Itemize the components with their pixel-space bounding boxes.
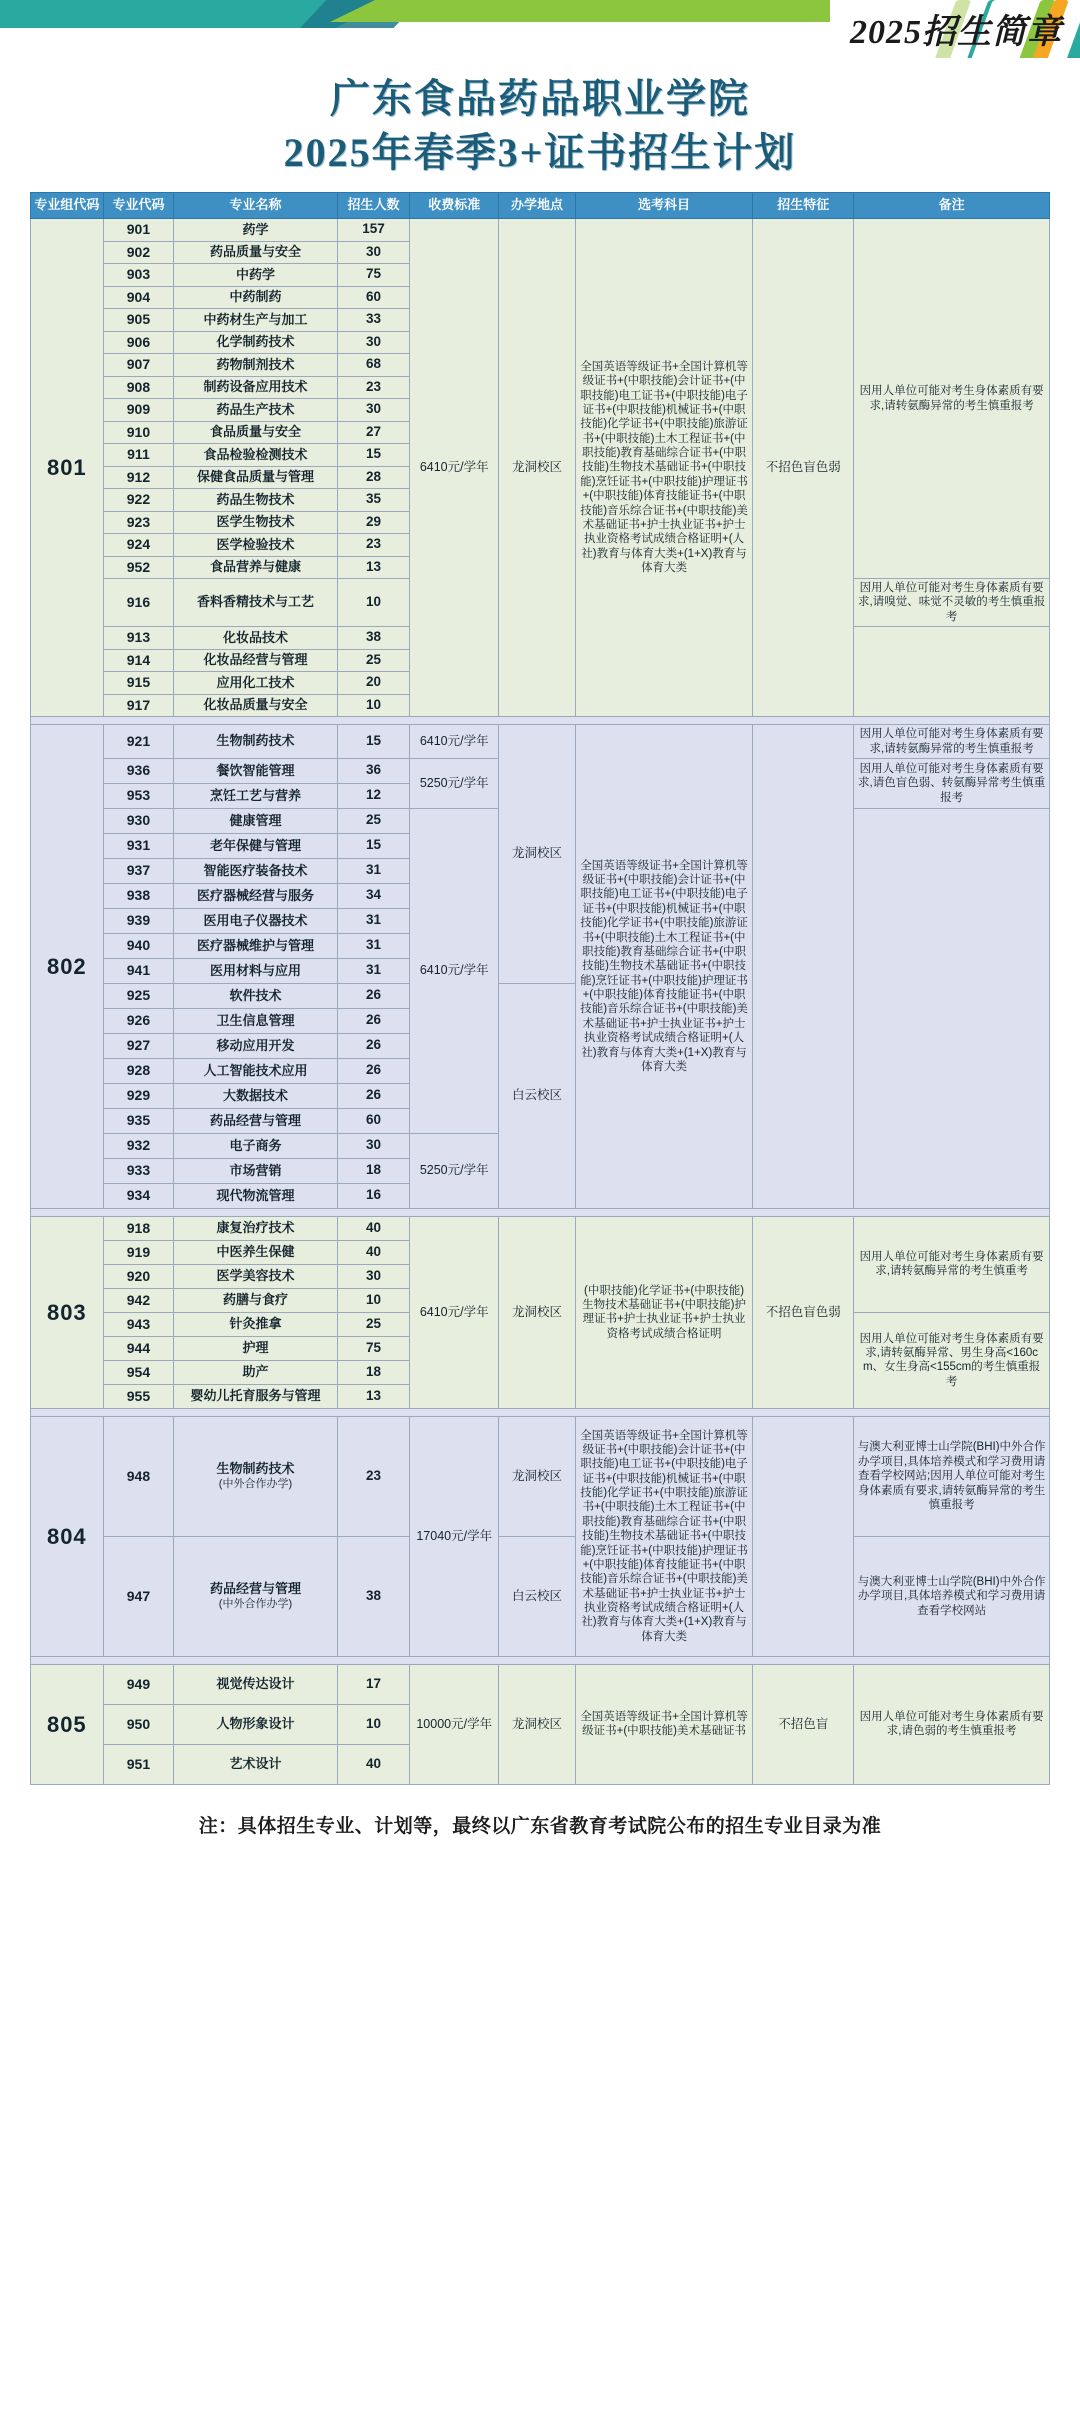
quota-cell: 157 (337, 219, 410, 242)
table-row (31, 219, 1050, 242)
plan-table-wrapper (30, 192, 1050, 1785)
major-code-cell: 904 (103, 286, 174, 309)
quota-cell: 26 (337, 983, 410, 1008)
major-name-cell: 餐饮智能管理 (174, 758, 337, 783)
group-code-cell: 804 (31, 1416, 104, 1656)
major-name-cell: 应用化工技术 (174, 672, 337, 695)
quota-cell: 34 (337, 883, 410, 908)
major-name-cell: 健康管理 (174, 808, 337, 833)
major-code-cell: 929 (103, 1083, 174, 1108)
table-header-row (31, 193, 1050, 219)
quota-cell: 31 (337, 958, 410, 983)
th-remarks: 备注 (854, 193, 1050, 219)
major-code-cell: 931 (103, 833, 174, 858)
group-spacer (31, 717, 1050, 725)
major-name-cell: 医学生物技术 (174, 511, 337, 534)
th-quota: 招生人数 (337, 193, 410, 219)
major-name-cell: 智能医疗装备技术 (174, 858, 337, 883)
campus-cell: 龙洞校区 (499, 1664, 576, 1784)
page-title-plan: 2025年春季3+证书招生计划 (283, 130, 797, 175)
quota-cell: 30 (337, 241, 410, 264)
th-fee: 收费标准 (410, 193, 499, 219)
major-name-cell: 医用材料与应用 (174, 958, 337, 983)
quota-cell: 10 (337, 1288, 410, 1312)
quota-cell: 18 (337, 1360, 410, 1384)
major-name-cell: 移动应用开发 (174, 1033, 337, 1058)
remarks-cell: 因用人单位可能对考生身体素质有要求,请色盲色弱、转氨酶异常考生慎重报考 (854, 758, 1050, 808)
remarks-cell: 因用人单位可能对考生身体素质有要求,请转氨酶异常的考生慎重报考 (854, 725, 1050, 759)
quota-cell: 18 (337, 1158, 410, 1183)
quota-cell: 26 (337, 1008, 410, 1033)
fee-cell: 5250元/学年 (410, 1133, 499, 1208)
feature-cell: 不招色盲 (753, 1664, 854, 1784)
quota-cell: 10 (337, 1704, 410, 1744)
quota-cell: 12 (337, 783, 410, 808)
footnote: 注：具体招生专业、计划等，最终以广东省教育考试院公布的招生专业目录为准 (198, 1815, 882, 1837)
page-title-school: 广东食品药品职业学院 (330, 76, 750, 121)
subjects-cell: 全国英语等级证书+全国计算机等级证书+(中职技能)美术基础证书 (575, 1664, 753, 1784)
fee-cell: 5250元/学年 (410, 758, 499, 808)
banner-badge-label: 2025招生简章 (850, 14, 1062, 51)
major-code-cell: 933 (103, 1158, 174, 1183)
major-code-cell: 922 (103, 489, 174, 512)
major-name-cell: 药品质量与安全 (174, 241, 337, 264)
th-major-code: 专业代码 (103, 193, 174, 219)
group-spacer-row (31, 1656, 1050, 1664)
th-major-name: 专业名称 (174, 193, 337, 219)
quota-cell: 75 (337, 1336, 410, 1360)
major-name-cell: 食品质量与安全 (174, 421, 337, 444)
quota-cell: 27 (337, 421, 410, 444)
remarks-cell (854, 808, 1050, 1208)
major-name-cell: 康复治疗技术 (174, 1216, 337, 1240)
quota-cell: 35 (337, 489, 410, 512)
table-row (31, 725, 1050, 759)
table-header (31, 193, 1050, 219)
major-code-cell: 942 (103, 1288, 174, 1312)
quota-cell: 10 (337, 694, 410, 717)
fee-cell: 6410元/学年 (410, 808, 499, 1133)
major-code-cell: 938 (103, 883, 174, 908)
major-name-cell: 化妆品技术 (174, 627, 337, 650)
major-code-cell: 913 (103, 627, 174, 650)
major-name-cell: 中医养生保健 (174, 1240, 337, 1264)
major-code-cell: 912 (103, 466, 174, 489)
quota-cell: 60 (337, 1108, 410, 1133)
quota-cell: 30 (337, 331, 410, 354)
table-body (31, 219, 1050, 1785)
campus-cell: 龙洞校区 (499, 1216, 576, 1408)
remarks-cell: 因用人单位可能对考生身体素质有要求,请转氨酶异常、男生身高<160cm、女生身高<155cm的考生慎重报考 (854, 1312, 1050, 1408)
quota-cell: 75 (337, 264, 410, 287)
subjects-cell: 全国英语等级证书+全国计算机等级证书+(中职技能)会计证书+(中职技能)电工证书+(中职技能)电子证书+(中职技能)机械证书+(中职技能)化学证书+(中职技能)旅游证书+(中职技能)土木工程证书+(中职技能)教育基础综合证书+(中职技能)生物技术基础证书+(中职技能)烹饪证书+(中职技能)护理证书+(中职技能)体育技能证书+(中职技能)音乐综合证书+(中职技能)美术基础证书+护士执业证书+护士执业资格考试成绩合格证明+(人社)教育与体育大类+(1+X)教育与体育大类 (575, 219, 753, 717)
quota-cell: 31 (337, 933, 410, 958)
major-name-cell: 护理 (174, 1336, 337, 1360)
major-code-cell: 940 (103, 933, 174, 958)
quota-cell: 20 (337, 672, 410, 695)
major-name-cell: 医学美容技术 (174, 1264, 337, 1288)
quota-cell: 17 (337, 1664, 410, 1704)
quota-cell: 31 (337, 858, 410, 883)
fee-cell: 10000元/学年 (410, 1664, 499, 1784)
quota-cell: 36 (337, 758, 410, 783)
quota-cell: 23 (337, 534, 410, 557)
major-name-cell: 针灸推拿 (174, 1312, 337, 1336)
group-spacer-row (31, 1208, 1050, 1216)
group-spacer-row (31, 1408, 1050, 1416)
group-code-cell: 802 (31, 725, 104, 1209)
major-name-cell: 现代物流管理 (174, 1183, 337, 1208)
quota-cell: 60 (337, 286, 410, 309)
quota-cell: 13 (337, 1384, 410, 1408)
remarks-cell: 因用人单位可能对考生身体素质有要求,请转氨酶异常的考生慎重考 (854, 1216, 1050, 1312)
table-row (31, 1664, 1050, 1704)
major-code-cell: 905 (103, 309, 174, 332)
quota-cell: 40 (337, 1744, 410, 1784)
major-code-cell: 948 (103, 1416, 174, 1536)
major-name-cell: 医用电子仪器技术 (174, 908, 337, 933)
fee-cell: 6410元/学年 (410, 219, 499, 717)
major-code-cell: 924 (103, 534, 174, 557)
major-code-cell: 930 (103, 808, 174, 833)
quota-cell: 23 (337, 376, 410, 399)
major-code-cell: 951 (103, 1744, 174, 1784)
quota-cell: 30 (337, 399, 410, 422)
th-group-code: 专业组代码 (31, 193, 104, 219)
major-code-cell: 921 (103, 725, 174, 759)
major-name-cell: 化妆品经营与管理 (174, 649, 337, 672)
major-name-cell: 保健食品质量与管理 (174, 466, 337, 489)
major-code-cell: 932 (103, 1133, 174, 1158)
admission-plan-table (30, 192, 1050, 1785)
major-code-cell: 920 (103, 1264, 174, 1288)
quota-cell: 68 (337, 354, 410, 377)
th-subjects: 选考科目 (575, 193, 753, 219)
major-name-cell: 药品生产技术 (174, 399, 337, 422)
major-name-cell: 市场营销 (174, 1158, 337, 1183)
campus-cell: 龙洞校区 (499, 725, 576, 984)
major-name-cell: 老年保健与管理 (174, 833, 337, 858)
quota-cell: 26 (337, 1058, 410, 1083)
subjects-cell: (中职技能)化学证书+(中职技能)生物技术基础证书+(中职技能)护理证书+护士执业证书+护士执业资格考试成绩合格证明 (575, 1216, 753, 1408)
major-code-cell: 934 (103, 1183, 174, 1208)
quota-cell: 30 (337, 1264, 410, 1288)
remarks-cell: 因用人单位可能对考生身体素质有要求,请转氨酶异常的考生慎重报考 (854, 219, 1050, 579)
major-name-cell: 医疗器械经营与服务 (174, 883, 337, 908)
major-code-cell: 936 (103, 758, 174, 783)
major-code-cell: 927 (103, 1033, 174, 1058)
major-code-cell: 909 (103, 399, 174, 422)
quota-cell: 40 (337, 1216, 410, 1240)
major-code-cell: 911 (103, 444, 174, 467)
major-code-cell: 950 (103, 1704, 174, 1744)
major-name-cell: 生物制药技术 (174, 725, 337, 759)
major-name-cell: 生物制药技术 (中外合作办学) (174, 1416, 337, 1536)
major-name-cell: 中药制药 (174, 286, 337, 309)
th-feature: 招生特征 (753, 193, 854, 219)
major-name-sub: (中外合作办学) (218, 1477, 293, 1490)
quota-cell: 16 (337, 1183, 410, 1208)
remarks-cell: 与澳大利亚博士山学院(BHI)中外合作办学项目,具体培养模式和学习费用请查看学校网站;因用人单位可能对考生身体素质有要求,请转氨酶异常的考生慎重报考 (854, 1416, 1050, 1536)
th-campus: 办学地点 (499, 193, 576, 219)
major-name-cell: 药品经营与管理 (中外合作办学) (174, 1536, 337, 1656)
quota-cell: 10 (337, 579, 410, 627)
table-row (31, 1416, 1050, 1536)
major-name-cell: 卫生信息管理 (174, 1008, 337, 1033)
major-code-cell: 937 (103, 858, 174, 883)
feature-cell: 不招色盲色弱 (753, 1216, 854, 1408)
major-name-cell: 视觉传达设计 (174, 1664, 337, 1704)
major-code-cell: 926 (103, 1008, 174, 1033)
feature-cell (753, 725, 854, 1209)
group-spacer (31, 1656, 1050, 1664)
major-name-cell: 食品营养与健康 (174, 556, 337, 579)
campus-cell: 龙洞校区 (499, 219, 576, 717)
fee-cell: 6410元/学年 (410, 1216, 499, 1408)
major-code-cell: 939 (103, 908, 174, 933)
major-code-cell: 903 (103, 264, 174, 287)
major-name-cell: 婴幼儿托育服务与管理 (174, 1384, 337, 1408)
campus-cell: 白云校区 (499, 1536, 576, 1656)
major-code-cell: 915 (103, 672, 174, 695)
quota-cell: 30 (337, 1133, 410, 1158)
quota-cell: 13 (337, 556, 410, 579)
major-name-cell: 化妆品质量与安全 (174, 694, 337, 717)
major-code-cell: 919 (103, 1240, 174, 1264)
quota-cell: 31 (337, 908, 410, 933)
major-code-cell: 908 (103, 376, 174, 399)
major-code-cell: 949 (103, 1664, 174, 1704)
quota-cell: 23 (337, 1416, 410, 1536)
major-code-cell: 917 (103, 694, 174, 717)
page-title-block (0, 74, 1080, 178)
major-code-cell: 914 (103, 649, 174, 672)
major-name-cell: 烹饪工艺与营养 (174, 783, 337, 808)
major-code-cell: 906 (103, 331, 174, 354)
major-name-sub: (中外合作办学) (218, 1597, 293, 1610)
major-code-cell: 954 (103, 1360, 174, 1384)
remarks-cell: 因用人单位可能对考生身体素质有要求,请嗅觉、味觉不灵敏的考生慎重报考 (854, 579, 1050, 627)
major-code-cell: 916 (103, 579, 174, 627)
major-code-cell: 928 (103, 1058, 174, 1083)
major-code-cell: 944 (103, 1336, 174, 1360)
major-name-cell: 药膳与食疗 (174, 1288, 337, 1312)
major-code-cell: 901 (103, 219, 174, 242)
major-code-cell: 907 (103, 354, 174, 377)
remarks-cell (854, 627, 1050, 717)
group-spacer (31, 1208, 1050, 1216)
major-name-cell: 香料香精技术与工艺 (174, 579, 337, 627)
subjects-cell: 全国英语等级证书+全国计算机等级证书+(中职技能)会计证书+(中职技能)电工证书+(中职技能)电子证书+(中职技能)机械证书+(中职技能)化学证书+(中职技能)旅游证书+(中职技能)土木工程证书+(中职技能)教育基础综合证书+(中职技能)生物技术基础证书+(中职技能)烹饪证书+(中职技能)护理证书+(中职技能)体育技能证书+(中职技能)音乐综合证书+(中职技能)美术基础证书+护士执业证书+护士执业资格考试成绩合格证明+(人社)教育与体育大类+(1+X)教育与体育大类 (575, 725, 753, 1209)
major-name-cell: 电子商务 (174, 1133, 337, 1158)
major-name-cell: 制药设备应用技术 (174, 376, 337, 399)
quota-cell: 15 (337, 833, 410, 858)
major-code-cell: 943 (103, 1312, 174, 1336)
major-code-cell: 923 (103, 511, 174, 534)
major-code-cell: 953 (103, 783, 174, 808)
top-banner (0, 0, 1080, 58)
major-code-cell: 955 (103, 1384, 174, 1408)
major-name-cell: 大数据技术 (174, 1083, 337, 1108)
remarks-cell: 与澳大利亚博士山学院(BHI)中外合作办学项目,具体培养模式和学习费用请查看学校网站 (854, 1536, 1050, 1656)
major-name-cell: 中药材生产与加工 (174, 309, 337, 332)
major-name-cell: 中药学 (174, 264, 337, 287)
quota-cell: 38 (337, 1536, 410, 1656)
group-spacer (31, 1408, 1050, 1416)
major-name-cell: 人物形象设计 (174, 1704, 337, 1744)
remarks-cell: 因用人单位可能对考生身体素质有要求,请色弱的考生慎重报考 (854, 1664, 1050, 1784)
quota-cell: 26 (337, 1083, 410, 1108)
quota-cell: 33 (337, 309, 410, 332)
campus-cell: 白云校区 (499, 983, 576, 1208)
group-code-cell: 805 (31, 1664, 104, 1784)
quota-cell: 40 (337, 1240, 410, 1264)
quota-cell: 15 (337, 444, 410, 467)
major-name-cell: 药品经营与管理 (174, 1108, 337, 1133)
quota-cell: 25 (337, 808, 410, 833)
group-spacer-row (31, 717, 1050, 725)
fee-cell: 17040元/学年 (410, 1416, 499, 1656)
fee-cell: 6410元/学年 (410, 725, 499, 759)
major-name-cell: 人工智能技术应用 (174, 1058, 337, 1083)
quota-cell: 28 (337, 466, 410, 489)
banner-shape-green (330, 0, 830, 22)
major-code-cell: 935 (103, 1108, 174, 1133)
major-name-cell: 医学检验技术 (174, 534, 337, 557)
campus-cell: 龙洞校区 (499, 1416, 576, 1536)
table-row (31, 1536, 1050, 1656)
major-name-cell: 助产 (174, 1360, 337, 1384)
major-name-cell: 化学制药技术 (174, 331, 337, 354)
major-name-cell: 艺术设计 (174, 1744, 337, 1784)
quota-cell: 29 (337, 511, 410, 534)
subjects-cell: 全国英语等级证书+全国计算机等级证书+(中职技能)会计证书+(中职技能)电工证书+(中职技能)电子证书+(中职技能)机械证书+(中职技能)化学证书+(中职技能)旅游证书+(中职技能)土木工程证书+(中职技能)教育基础综合证书+(中职技能)生物技术基础证书+(中职技能)烹饪证书+(中职技能)护理证书+(中职技能)体育技能证书+(中职技能)音乐综合证书+(中职技能)美术基础证书+护士执业证书+护士执业资格考试成绩合格证明+(人社)教育与体育大类+(1+X)教育与体育大类 (575, 1416, 753, 1656)
major-code-cell: 941 (103, 958, 174, 983)
major-code-cell: 918 (103, 1216, 174, 1240)
feature-cell: 不招色盲色弱 (753, 219, 854, 717)
feature-cell (753, 1416, 854, 1656)
major-name-cell: 食品检验检测技术 (174, 444, 337, 467)
major-code-cell: 925 (103, 983, 174, 1008)
major-code-cell: 952 (103, 556, 174, 579)
major-name-cell: 药品生物技术 (174, 489, 337, 512)
major-name-cell: 医疗器械维护与管理 (174, 933, 337, 958)
major-code-cell: 902 (103, 241, 174, 264)
major-code-cell: 910 (103, 421, 174, 444)
quota-cell: 26 (337, 1033, 410, 1058)
major-name-cell: 药学 (174, 219, 337, 242)
table-row (31, 1216, 1050, 1240)
quota-cell: 25 (337, 1312, 410, 1336)
group-code-cell: 801 (31, 219, 104, 717)
quota-cell: 38 (337, 627, 410, 650)
group-code-cell: 803 (31, 1216, 104, 1408)
major-name-cell: 药物制剂技术 (174, 354, 337, 377)
major-code-cell: 947 (103, 1536, 174, 1656)
quota-cell: 15 (337, 725, 410, 759)
quota-cell: 25 (337, 649, 410, 672)
major-name-cell: 软件技术 (174, 983, 337, 1008)
